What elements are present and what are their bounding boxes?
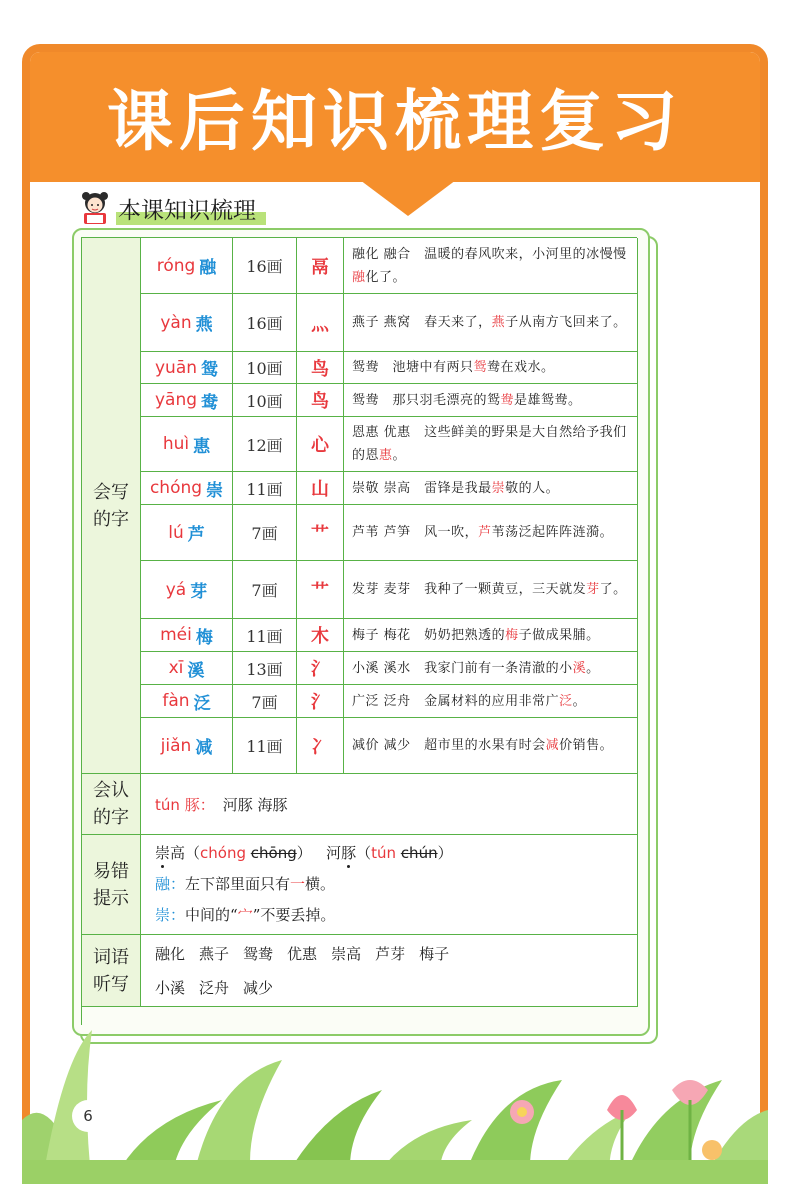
recognize-content: tún 豚： 河豚 海豚 (141, 774, 638, 835)
words-example: 恩惠 优惠 这些鲜美的野果是大自然给予我们的恩惠。 (344, 417, 638, 472)
radical: 灬 (297, 294, 344, 352)
tips-content (141, 835, 638, 935)
banner-arrow (360, 180, 456, 216)
words-example: 减价 减少 超市里的水果有时会减价销售。 (344, 718, 638, 774)
stroke-count: 11画 (233, 718, 297, 774)
radical: 氵 (297, 652, 344, 685)
stroke-count: 12画 (233, 417, 297, 472)
char-cell: yá 芽 (141, 561, 233, 619)
words-example: 芦苇 芦笋 风一吹，芦苇荡泛起阵阵涟漪。 (344, 505, 638, 561)
knowledge-table (81, 237, 637, 1025)
char-cell: yāng 鸯 (141, 384, 233, 417)
tip-chong: 崇：中间的“宀”不要丢掉。 (155, 906, 336, 924)
char-cell: fàn 泛 (141, 685, 233, 718)
category-tips: 易错 提示 (82, 835, 141, 935)
radical: 心 (297, 417, 344, 472)
stroke-count: 11画 (233, 472, 297, 505)
page-number: 6 (72, 1100, 104, 1132)
char-cell: chóng 崇 (141, 472, 233, 505)
stroke-count: 13画 (233, 652, 297, 685)
stroke-count: 7画 (233, 685, 297, 718)
radical: 山 (297, 472, 344, 505)
words-example: 燕子 燕窝 春天来了，燕子从南方飞回来了。 (344, 294, 638, 352)
page-title: 课后知识梳理复习 (107, 83, 683, 160)
char-cell: méi 梅 (141, 619, 233, 652)
girl-reading-icon (78, 190, 114, 226)
words-example: 鸳鸯 池塘中有两只鸳鸯在戏水。 (344, 352, 638, 384)
radical: 艹 (297, 505, 344, 561)
section-heading (78, 190, 266, 226)
char-cell: jiǎn 减 (141, 718, 233, 774)
stroke-count: 16画 (233, 294, 297, 352)
tip-rong: 融：左下部里面只有一横。 (155, 875, 336, 893)
radical: 鬲 (297, 238, 344, 294)
dictation-line-2: 小溪 泛舟 减少 (155, 978, 274, 997)
words-example: 发芽 麦芽 我种了一颗黄豆，三天就发芽了。 (344, 561, 638, 619)
words-example: 鸳鸯 那只羽毛漂亮的鸳鸯是雄鸳鸯。 (344, 384, 638, 417)
stroke-count: 16画 (233, 238, 297, 294)
stroke-count: 11画 (233, 619, 297, 652)
words-example: 融化 融合 温暖的春风吹来，小河里的冰慢慢融化了。 (344, 238, 638, 294)
radical: 氵 (297, 685, 344, 718)
radical: 艹 (297, 561, 344, 619)
char-cell: huì 惠 (141, 417, 233, 472)
stroke-count: 7画 (233, 561, 297, 619)
tip-pronunciation: 崇高（chóng chōng） 河豚（tún chún） (155, 844, 453, 862)
dictation-line-1: 融化 燕子 鸳鸯 优惠 崇高 芦芽 梅子 (155, 944, 450, 963)
knowledge-card (72, 228, 650, 1036)
section-label: 本课知识梳理 (116, 192, 266, 225)
stroke-count: 7画 (233, 505, 297, 561)
char-cell: róng 融 (141, 238, 233, 294)
char-cell: yuān 鸳 (141, 352, 233, 384)
category-recognize: 会认 的字 (82, 774, 141, 835)
dictation-content (141, 935, 638, 1007)
grass-flowers-decoration (22, 1000, 768, 1184)
words-example: 崇敬 崇高 雷锋是我最崇敬的人。 (344, 472, 638, 505)
char-cell: yàn 燕 (141, 294, 233, 352)
category-dictation: 词语 听写 (82, 935, 141, 1007)
char-cell: lú 芦 (141, 505, 233, 561)
char-cell: xī 溪 (141, 652, 233, 685)
words-example: 小溪 溪水 我家门前有一条清澈的小溪。 (344, 652, 638, 685)
title-banner (30, 52, 760, 182)
stroke-count: 10画 (233, 352, 297, 384)
stroke-count: 10画 (233, 384, 297, 417)
category-write: 会写 的字 (82, 238, 141, 774)
radical: 鸟 (297, 352, 344, 384)
words-example: 广泛 泛舟 金属材料的应用非常广泛。 (344, 685, 638, 718)
words-example: 梅子 梅花 奶奶把熟透的梅子做成果脯。 (344, 619, 638, 652)
radical: 鸟 (297, 384, 344, 417)
radical: 冫 (297, 718, 344, 774)
radical: 木 (297, 619, 344, 652)
